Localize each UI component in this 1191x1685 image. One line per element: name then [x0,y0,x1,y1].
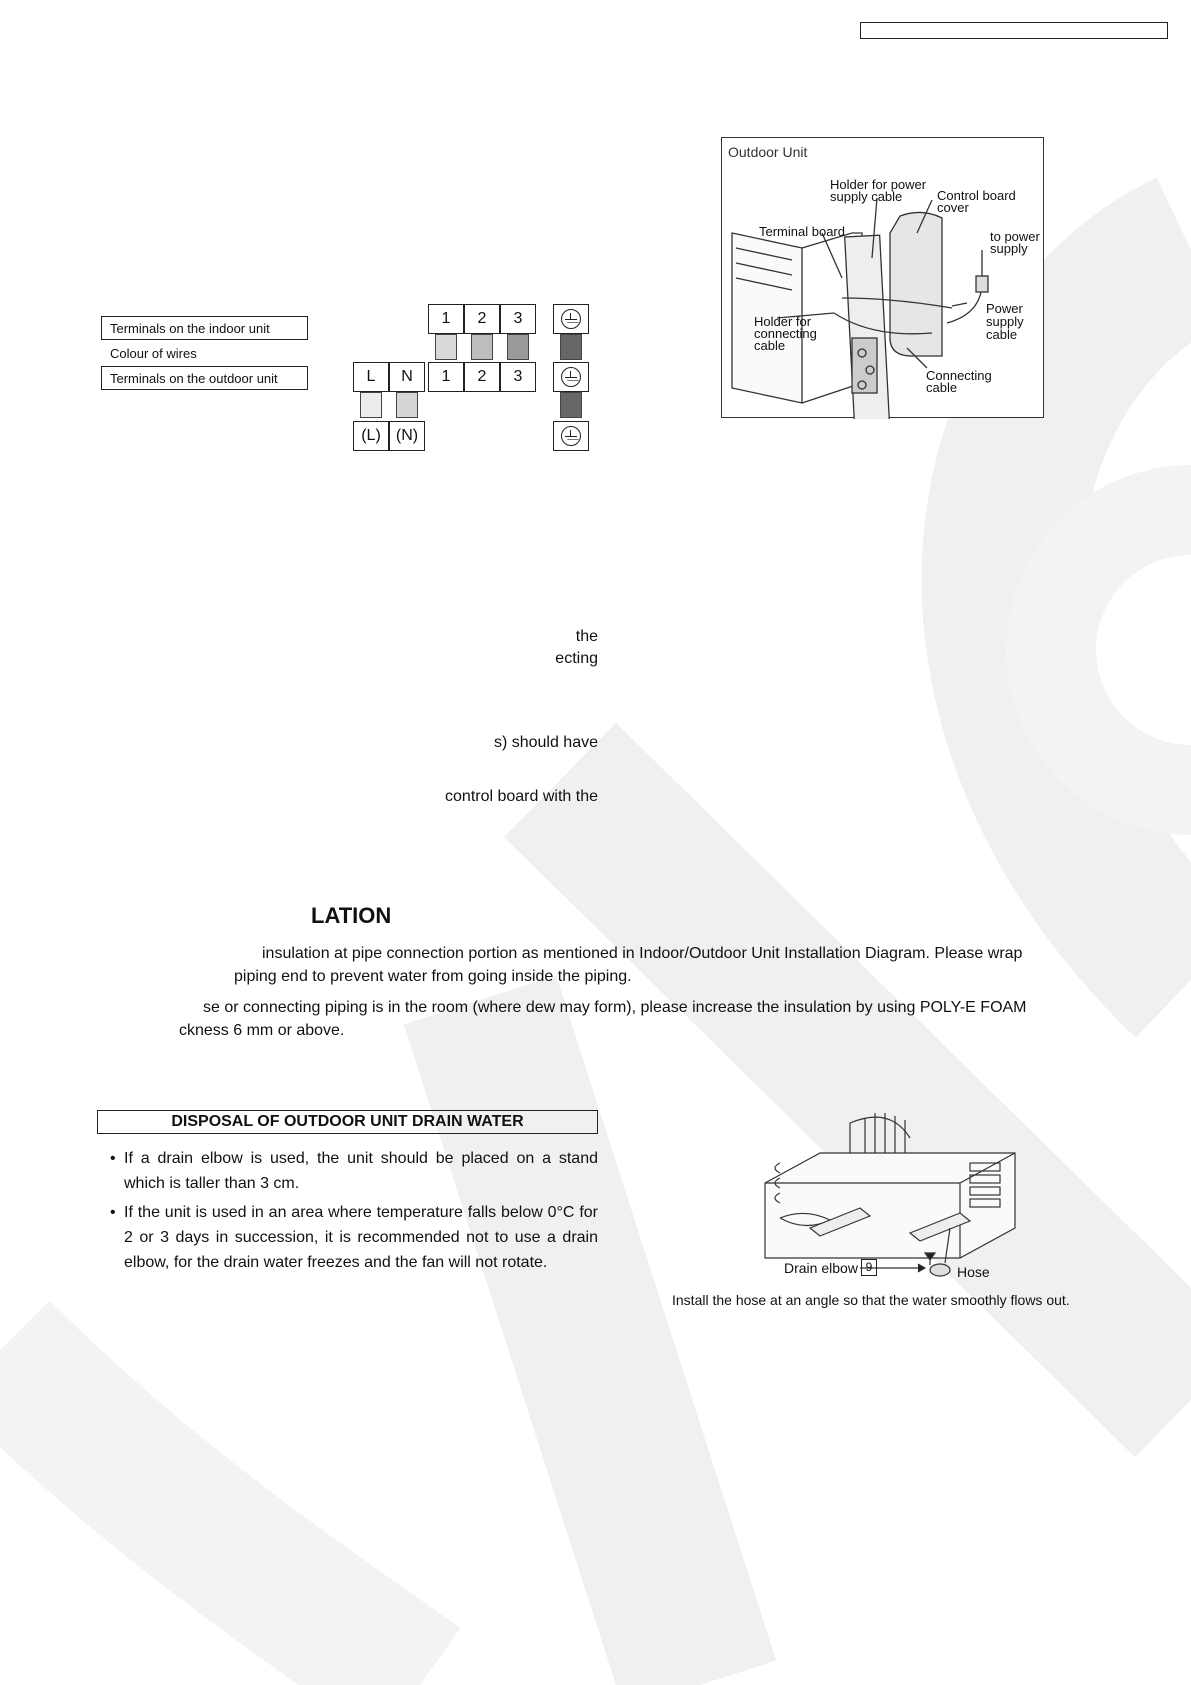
outdoor-terminal-n: N [389,362,425,392]
legend-outdoor-terminals: Terminals on the outdoor unit [101,366,308,390]
header-box [860,22,1168,39]
drain-elbow-ref-number: 9 [861,1259,877,1276]
label-power-supply-cable: Power supply cable [986,301,1024,342]
outdoor-terminal-2: 2 [464,362,500,392]
disposal-heading: DISPOSAL OF OUTDOOR UNIT DRAIN WATER [97,1110,598,1134]
indoor-terminal-2: 2 [464,304,500,334]
label-to-power-supply: to power supply [990,229,1040,256]
wire-3 [507,334,529,360]
label-hose: Hose [957,1264,990,1280]
text-fragment-1: the [575,628,598,645]
disposal-bullet-1 [110,1146,598,1196]
outdoor-ground-terminal [553,362,589,392]
text-fragment-4: control board with the [445,788,598,805]
outdoor-unit-figure [721,137,1044,418]
bullet-text: If a drain elbow is used, the unit should be placed on a stand which is taller than 3 cm. [124,1150,598,1192]
wire-1 [435,334,457,360]
ground-icon [561,367,581,387]
bullet-text: If the unit is used in an area where temperature falls below 0°C for 2 or 3 days in succession, it is recommended not to use a drain elbow, for the drain water freezes and the fan will not rotate. [124,1204,598,1271]
supply-terminal-n: (N) [389,421,425,451]
indoor-terminal-3: 3 [500,304,536,334]
label-connecting-cable: Connecting cable [926,368,992,395]
drain-figure-caption: Install the hose at an angle so that the water smoothly flows out. [672,1292,1070,1308]
ground-icon [561,309,581,329]
outdoor-terminal-3: 3 [500,362,536,392]
insulation-heading: LATION [311,903,392,928]
outdoor-terminal-l: L [353,362,389,392]
text-fragment-3: s) should have [493,734,598,751]
wire-supply-n [396,392,418,418]
insulation-para2-line2: ckness 6 mm or above. [179,1022,345,1039]
insulation-para2-line1: se or connecting piping is in the room (where dew may form), please increase the insulation by using POLY-E FOAM [203,999,1027,1016]
label-holder-connecting-cable: Holder for connecting cable [754,314,817,353]
legend-wire-colour: Colour of wires [110,346,197,361]
supply-ground-terminal [553,421,589,451]
bullet-dot: • [110,1204,116,1221]
label-holder-power-cable: Holder for power supply cable [830,177,927,204]
indoor-terminal-1: 1 [428,304,464,334]
disposal-bullet-2 [110,1200,598,1275]
indoor-ground-terminal [553,304,589,334]
label-drain-elbow: Drain elbow [784,1260,858,1276]
insulation-para1-line1: insulation at pipe connection portion as mentioned in Indoor/Outdoor Unit Installation Diagram. Please wrap [262,945,1023,962]
wire-supply-ground [560,392,582,418]
bullet-dot: • [110,1150,116,1167]
wire-supply-l [360,392,382,418]
text-fragment-2: ecting [555,650,598,667]
drain-illustration [760,1108,1020,1278]
supply-terminal-l: (L) [353,421,389,451]
label-control-board-cover: Control board cover [937,188,1016,215]
legend-indoor-terminals: Terminals on the indoor unit [101,316,308,340]
label-terminal-board: Terminal board [759,224,845,239]
wire-ground [560,334,582,360]
wire-2 [471,334,493,360]
insulation-para1-line2: piping end to prevent water from going inside the piping. [234,968,632,985]
ground-icon [561,426,581,446]
outdoor-unit-title: Outdoor Unit [728,144,808,160]
outdoor-terminal-1: 1 [428,362,464,392]
